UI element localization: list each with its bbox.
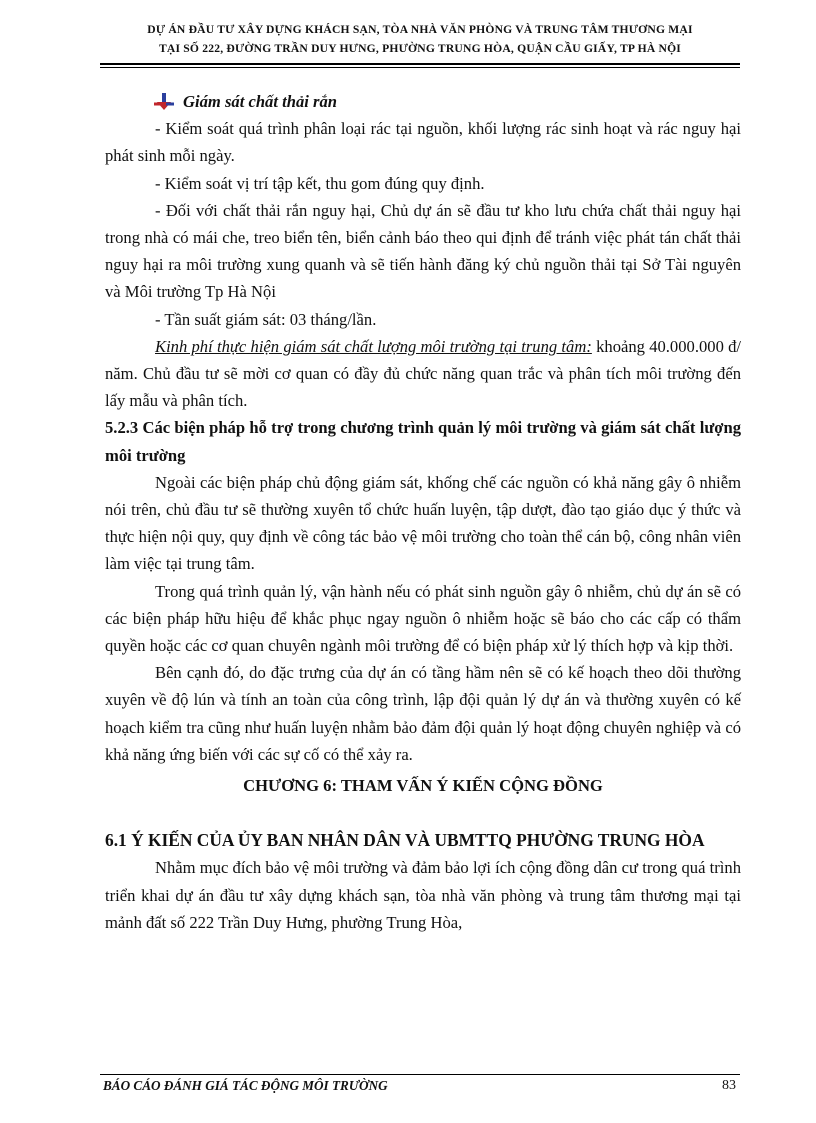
paragraph-4: - Tần suất giám sát: 03 tháng/lần. (155, 309, 377, 329)
chapter-title: CHƯƠNG 6: THAM VẤN Ý KIẾN CỘNG ĐỒNG (243, 776, 603, 796)
paragraph-5: Ngoài các biện pháp chủ động giám sát, khống chế các nguồn có khả năng gây ô nhiễm nói trên, chủ đầu tư sẽ thường xuyên tổ chức huấn luyện, tập dượt, đào tạo giáo dục ý thức và thực hiện nội quy, quy định về công tác bảo vệ môi trường cho toàn thể cán bộ, công nhân viên làm việc tại trung tâm. (105, 472, 741, 574)
page-number: 83 (722, 1078, 736, 1093)
paragraph-3: - Đối với chất thải rắn nguy hại, Chủ dự án sẽ đầu tư kho lưu chứa chất thải nguy hại trong nhà có mái che, treo biển tên, biển cảnh báo theo qui định để tránh việc phát tán chất thải nguy hại ra môi trường xung quanh và sẽ tiến hành đăng ký chủ nguồn thải tại Sở Tài nguyên và Môi trường Tp Hà Nội (105, 200, 741, 302)
arrow-bullet-icon (153, 92, 175, 112)
section-heading-5-2-3: 5.2.3 Các biện pháp hỗ trợ trong chương trình quản lý môi trường và giám sát chất lượng môi trường (105, 418, 741, 465)
paragraph-1: - Kiểm soát quá trình phân loại rác tại nguồn, khối lượng rác sinh hoạt và rác nguy hại phát sinh mỗi ngày. (105, 119, 741, 166)
header-line-2: TẠI SỐ 222, ĐƯỜNG TRẦN DUY HƯNG, PHƯỜNG TRUNG HÒA, QUẬN CẦU GIẤY, TP HÀ NỘI (158, 42, 682, 55)
document-body (105, 88, 741, 936)
header-rule-thin (100, 67, 740, 68)
subhead-text: Giám sát chất thải rắn (183, 92, 337, 111)
paragraph-2: - Kiểm soát vị trí tập kết, thu gom đúng quy định. (155, 173, 485, 193)
paragraph-cost (105, 333, 741, 415)
page-header (100, 20, 740, 58)
section-heading-6-1: 6.1 Ý KIẾN CỦA ỦY BAN NHÂN DÂN VÀ UBMTTQ PHƯỜNG TRUNG HÒA (105, 830, 705, 851)
header-line-1: DỰ ÁN ĐẦU TƯ XÂY DỰNG KHÁCH SẠN, TÒA NHÀ VĂN PHÒNG VÀ TRUNG TÂM THƯƠNG MẠI (147, 23, 693, 36)
footer-rule (100, 1074, 740, 1075)
header-rule-thick (100, 63, 740, 65)
cost-text: khoảng 40.000.000 đ/ năm. Chủ đầu tư sẽ mời cơ quan có đầy đủ chức năng quan trắc và phân tích môi trường đến lấy mẫu và phân tích. (105, 336, 742, 411)
paragraph-6: Trong quá trình quản lý, vận hành nếu có phát sinh nguồn gây ô nhiễm, chủ dự án sẽ có các biện pháp hữu hiệu để khắc phục ngay nguồn ô nhiễm hoặc sẽ báo cho các cấp có thẩm quyền hoặc các cơ quan chuyên ngành môi trường để có biện pháp xử lý thích hợp và kịp thời. (105, 581, 741, 656)
paragraph-7: Bên cạnh đó, do đặc trưng của dự án có tầng hầm nên sẽ có kế hoạch theo dõi thường xuyên về độ lún và tính an toàn của công trình, lập đội quản lý dự án và thường xuyên có kế hoạch kiểm tra cũng như huấn luyện nhằm bảo đảm đội quản lý hoạt động chuyên nghiệp và có khả năng ứng biến với các sự cố có thể xảy ra. (105, 663, 741, 764)
subhead-solid-waste (105, 88, 741, 115)
footer-title: BÁO CÁO ĐÁNH GIÁ TÁC ĐỘNG MÔI TRƯỜNG (103, 1078, 388, 1093)
paragraph-8: Nhằm mục đích bảo vệ môi trường và đảm bảo lợi ích cộng đồng dân cư trong quá trình triển khai dự án đầu tư xây dựng khách sạn, tòa nhà văn phòng và trung tâm thương mại tại mảnh đất số 222 Trần Duy Hưng, phường Trung Hòa, (105, 858, 741, 932)
cost-label: Kinh phí thực hiện giám sát chất lượng môi trường tại trung tâm: (155, 336, 592, 356)
